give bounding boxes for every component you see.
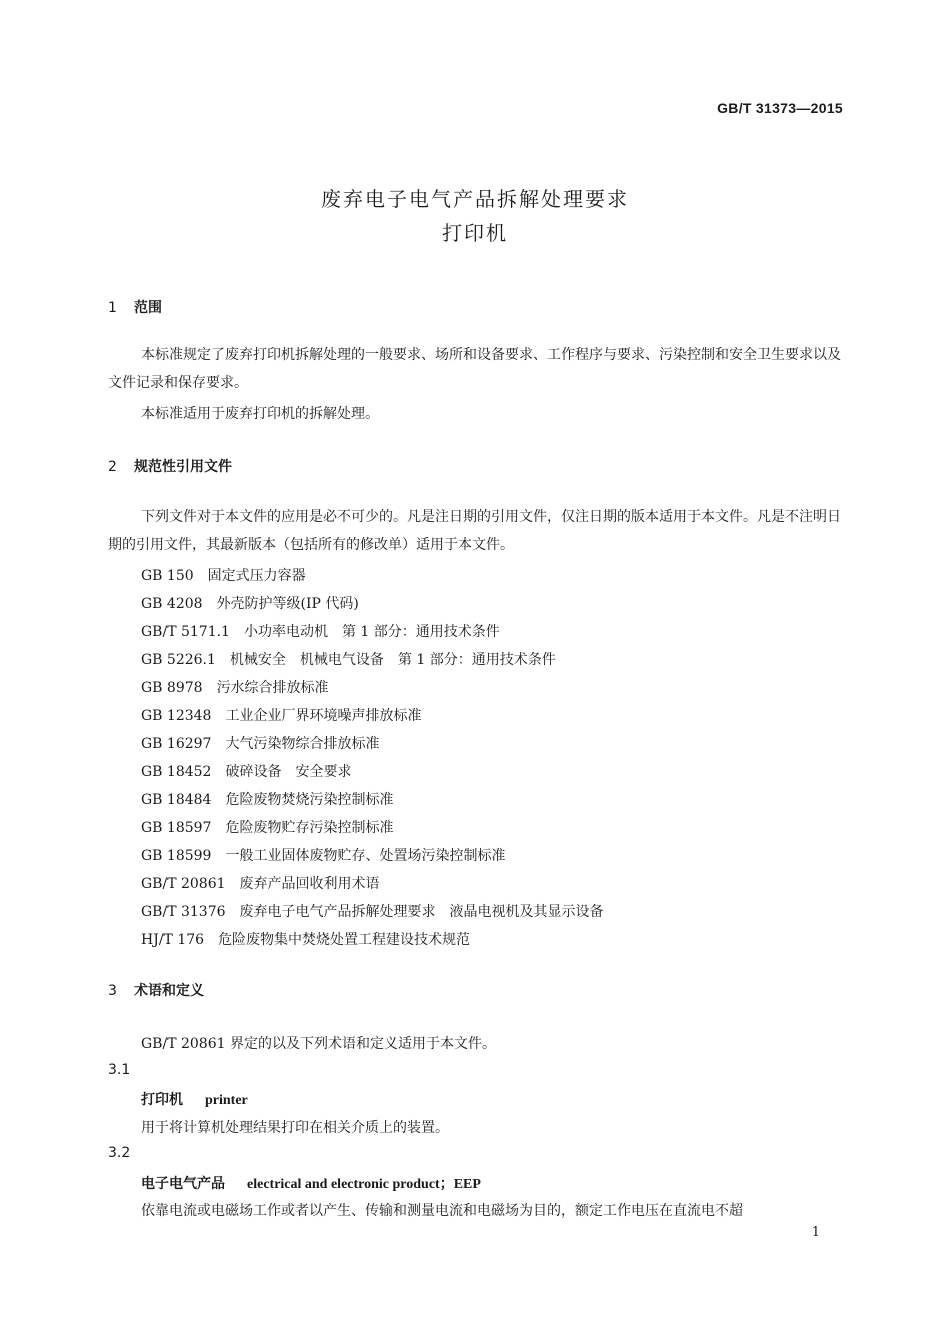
reference-item (141, 565, 306, 585)
term-en: electrical and electronic product；EEP (247, 1177, 481, 1192)
reference-item (141, 593, 359, 613)
reference-title: 破碎设备 安全要求 (225, 764, 352, 780)
reference-item (141, 817, 393, 837)
reference-code: GB/T 5171.1 (141, 624, 230, 640)
reference-code: GB 5226.1 (141, 652, 216, 668)
reference-item (141, 929, 470, 949)
reference-code: GB 18597 (141, 820, 212, 836)
section-title: 范围 (134, 300, 162, 316)
reference-title: 废弃产品回收利用术语 (239, 876, 380, 892)
term-definition: 依靠电流或电磁场工作或者以产生、传输和测量电流和电磁场为目的，额定工作电压在直流电不超 (141, 1203, 743, 1219)
section-number: 3 (108, 983, 117, 999)
reference-title: 危险废物贮存污染控制标准 (225, 820, 394, 836)
term-name (141, 1173, 481, 1193)
reference-item (141, 873, 380, 893)
term-definition: 用于将计算机处理结果打印在相关介质上的装置。 (141, 1120, 449, 1136)
reference-title: 废弃电子电气产品拆解处理要求 液晶电视机及其显示设备 (239, 904, 604, 920)
section-3-heading (108, 980, 204, 1000)
reference-item (141, 649, 556, 669)
section-1-heading (108, 297, 162, 317)
reference-code: GB 18452 (141, 764, 212, 780)
reference-code: GB 12348 (141, 708, 212, 724)
section-1-paragraph-1 (108, 341, 844, 397)
term-number: 3.2 (108, 1145, 131, 1161)
reference-code: GB 16297 (141, 736, 212, 752)
document-subtitle: 打印机 (442, 221, 508, 245)
reference-item (141, 789, 393, 809)
section-2-intro (108, 503, 844, 559)
reference-title: 危险废物集中焚烧处置工程建设技术规范 (218, 932, 471, 948)
reference-code: GB 18599 (141, 848, 212, 864)
reference-item (141, 845, 505, 865)
reference-title: 外壳防护等级(IP 代码) (216, 596, 359, 612)
reference-code: GB 8978 (141, 680, 203, 696)
reference-code: GB 150 (141, 568, 194, 584)
reference-title: 机械安全 机械电气设备 第 1 部分：通用技术条件 (229, 652, 556, 668)
reference-code: HJ/T 176 (141, 932, 205, 948)
paragraph-text: 下列文件对于本文件的应用是必不可少的。凡是注日期的引用文件，仅注日期的版本适用于本文件。凡是不注明日期的引用文件，其最新版本（包括所有的修改单）适用于本文件。 (108, 509, 841, 553)
term-zh: 电子电气产品 (141, 1176, 225, 1192)
reference-item (141, 621, 500, 641)
reference-code: GB/T 31376 (141, 904, 226, 920)
section-title: 规范性引用文件 (134, 459, 232, 475)
section-title: 术语和定义 (134, 983, 204, 999)
term-name (141, 1089, 248, 1109)
reference-item (141, 761, 351, 781)
section-3-intro: GB/T 20861 界定的以及下列术语和定义适用于本文件。 (141, 1036, 496, 1052)
reference-title: 小功率电动机 第 1 部分：通用技术条件 (243, 624, 500, 640)
reference-title: 固定式压力容器 (207, 568, 306, 584)
reference-item (141, 677, 329, 697)
section-2-heading (108, 456, 232, 476)
reference-item (141, 901, 604, 921)
reference-title: 大气污染物综合排放标准 (225, 736, 380, 752)
section-1-paragraph-2: 本标准适用于废弃打印机的拆解处理。 (141, 406, 379, 422)
reference-title: 危险废物焚烧污染控制标准 (225, 792, 394, 808)
reference-code: GB 4208 (141, 596, 203, 612)
term-en: printer (205, 1093, 248, 1108)
reference-item (141, 733, 379, 753)
term-zh: 打印机 (141, 1092, 183, 1108)
reference-title: 污水综合排放标准 (216, 680, 329, 696)
section-number: 2 (108, 459, 117, 475)
page-number: 1 (811, 1225, 820, 1240)
reference-code: GB 18484 (141, 792, 212, 808)
reference-title: 一般工业固体废物贮存、处置场污染控制标准 (225, 848, 506, 864)
paragraph-text: 本标准规定了废弃打印机拆解处理的一般要求、场所和设备要求、工作程序与要求、污染控制和安全卫生要求以及文件记录和保存要求。 (108, 347, 841, 391)
document-title: 废弃电子电气产品拆解处理要求 (321, 187, 629, 211)
section-number: 1 (108, 300, 117, 316)
standard-code: GB/T 31373—2015 (717, 100, 843, 116)
reference-code: GB/T 20861 (141, 876, 226, 892)
reference-title: 工业企业厂界环境噪声排放标准 (225, 708, 422, 724)
term-number: 3.1 (108, 1062, 131, 1078)
reference-item (141, 705, 421, 725)
